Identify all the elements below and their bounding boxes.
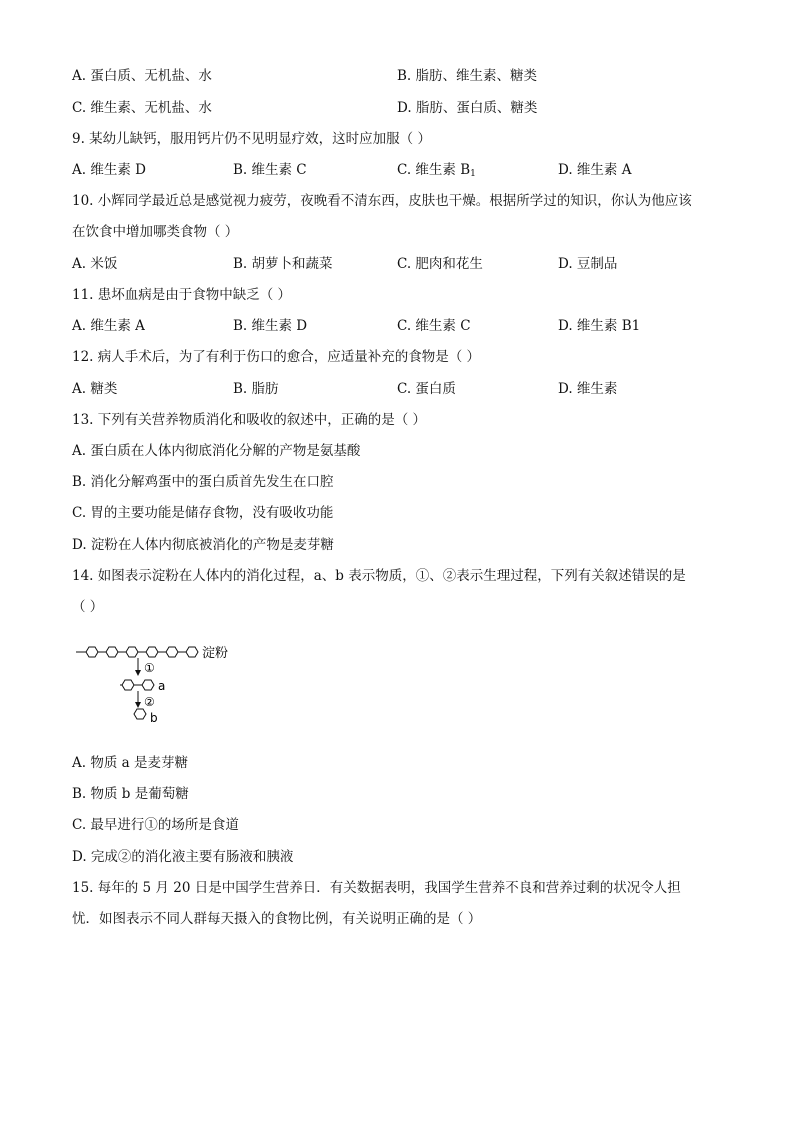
q11-option-d: D. 维生素 B1 — [558, 318, 641, 334]
q12-option-c: C. 蛋白质 — [397, 381, 456, 397]
q12-option-a: A. 糖类 — [72, 381, 118, 397]
q9-option-c — [397, 161, 476, 183]
maltose-unit — [142, 680, 154, 690]
q13-option-c: C. 胃的主要功能是储存食物，没有吸收功能 — [72, 505, 334, 521]
starch-label: 淀粉 — [202, 646, 229, 661]
q10-stem-line1: 10. 小辉同学最近总是感觉视力疲劳，夜晚看不清东西，皮肤也干燥。根据所学过的知识，你认为他应该 — [72, 193, 692, 209]
label-b: b — [150, 711, 158, 725]
q13-stem: 13. 下列有关营养物质消化和吸收的叙述中，正确的是（ ） — [72, 412, 427, 428]
q10-stem-line2: 在饮食中增加哪类食物（ ） — [72, 224, 239, 240]
q9-option-c-text: C. 维生素 B — [397, 162, 471, 178]
maltose-unit — [122, 680, 134, 690]
q14-stem-line1: 14. 如图表示淀粉在人体内的消化过程，a、b 表示物质，①、②表示生理过程，下列有关叙述错误的是 — [72, 568, 686, 584]
label-a: a — [158, 679, 166, 693]
glucose-unit — [146, 647, 158, 657]
q10-option-a: A. 米饭 — [72, 256, 118, 272]
q8-option-c: C. 维生素、无机盐、水 — [72, 100, 212, 116]
q10-option-b: B. 胡萝卜和蔬菜 — [233, 256, 333, 272]
glucose-unit — [86, 647, 98, 657]
q15-stem-line1: 15. 每年的 5 月 20 日是中国学生营养日．有关数据表明，我国学生营养不良和营养过剩的状况令人担 — [72, 880, 681, 896]
q11-option-b: B. 维生素 D — [233, 318, 308, 334]
q14-stem-line2: （ ） — [72, 599, 104, 615]
q10-option-d: D. 豆制品 — [558, 256, 618, 272]
q13-option-d: D. 淀粉在人体内彻底被消化的产物是麦芽糖 — [72, 537, 334, 553]
q14-option-d: D. 完成②的消化液主要有肠液和胰液 — [72, 849, 294, 865]
q10-option-c: C. 肥肉和花生 — [397, 256, 483, 272]
q11-option-a: A. 维生素 A — [72, 318, 145, 334]
q8-option-a: A. 蛋白质、无机盐、水 — [72, 68, 212, 84]
q14-option-a: A. 物质 a 是麦芽糖 — [72, 755, 188, 771]
q13-option-a: A. 蛋白质在人体内彻底消化分解的产物是氨基酸 — [72, 443, 361, 459]
step-1-label: ① — [144, 661, 155, 675]
q9-option-b: B. 维生素 C — [233, 162, 307, 178]
q9-option-c-subscript: 1 — [470, 169, 476, 179]
starch-digestion-diagram — [70, 640, 260, 730]
q8-option-d: D. 脂肪、蛋白质、糖类 — [397, 100, 538, 116]
arrow-1-head — [135, 670, 141, 676]
q13-option-b: B. 消化分解鸡蛋中的蛋白质首先发生在口腔 — [72, 474, 334, 490]
q14-option-c: C. 最早进行①的场所是食道 — [72, 817, 239, 833]
q8-option-b: B. 脂肪、维生素、糖类 — [397, 68, 538, 84]
q12-stem: 12. 病人手术后，为了有利于伤口的愈合，应适量补充的食物是（ ） — [72, 349, 481, 365]
q11-stem: 11. 患坏血病是由于食物中缺乏（ ） — [72, 287, 292, 303]
q15-stem-line2: 忧．如图表示不同人群每天摄入的食物比例，有关说明正确的是（ ） — [72, 911, 482, 927]
q14-option-b: B. 物质 b 是葡萄糖 — [72, 786, 189, 802]
q11-option-c: C. 维生素 C — [397, 318, 471, 334]
glucose-molecule — [134, 709, 146, 719]
glucose-unit — [186, 647, 198, 657]
glucose-unit — [166, 647, 178, 657]
q12-option-d: D. 维生素 — [558, 381, 618, 397]
q9-option-d: D. 维生素 A — [558, 162, 632, 178]
glucose-unit — [126, 647, 138, 657]
q12-option-b: B. 脂肪 — [233, 381, 279, 397]
q9-stem: 9. 某幼儿缺钙，服用钙片仍不见明显疗效，这时应加服（ ） — [72, 131, 431, 147]
arrow-2-head — [135, 702, 141, 708]
q9-option-a: A. 维生素 D — [72, 162, 146, 178]
step-2-label: ② — [144, 695, 155, 709]
glucose-unit — [106, 647, 118, 657]
